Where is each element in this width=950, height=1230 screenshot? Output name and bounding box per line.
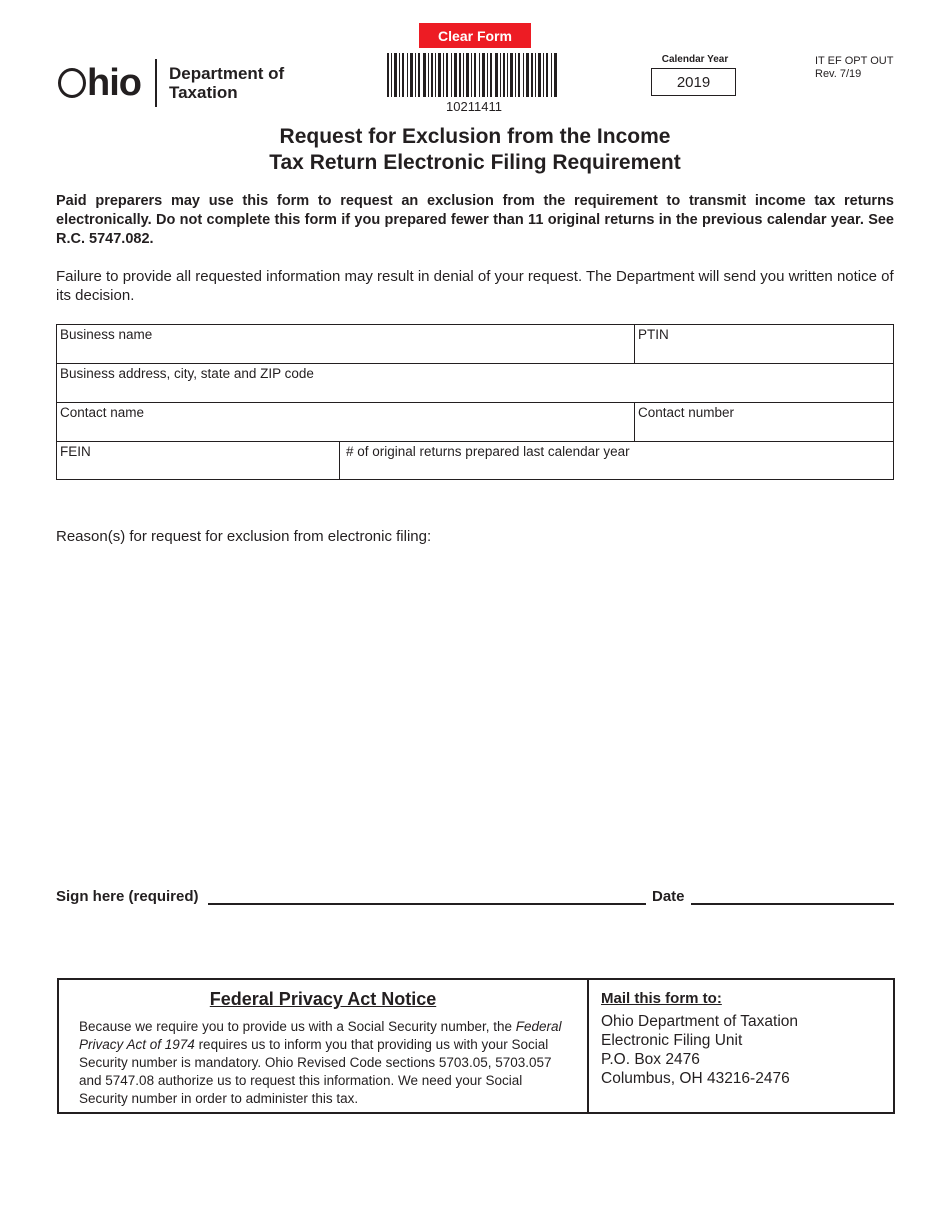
- barcode-icon: [387, 53, 557, 97]
- table-row: [57, 325, 893, 364]
- contact-number-field[interactable]: [634, 403, 893, 441]
- fein-label: FEIN: [60, 444, 91, 459]
- privacy-notice-title: Federal Privacy Act Notice: [209, 989, 437, 1009]
- form-code: IT EF OPT OUT: [815, 55, 894, 67]
- privacy-act-name: Federal Privacy Act of 1974: [79, 1019, 562, 1052]
- ohio-wordmark: [58, 64, 141, 102]
- privacy-notice: [59, 980, 589, 1112]
- business-name-field[interactable]: [57, 325, 634, 363]
- preparer-info-table: [56, 324, 894, 480]
- mail-address-line-3: P.O. Box 2476: [601, 1051, 700, 1068]
- department-name: [169, 64, 284, 102]
- ohio-logo: [58, 58, 284, 108]
- form-revision: Rev. 7/19: [815, 68, 862, 80]
- calendar-year-label: Calendar Year: [661, 54, 729, 65]
- business-name-label: Business name: [60, 327, 153, 342]
- mail-address-line-1: Ohio Department of Taxation: [601, 1013, 799, 1030]
- business-address-field[interactable]: [57, 364, 893, 402]
- form-identifier: [815, 55, 893, 81]
- table-row: [57, 442, 893, 479]
- privacy-text-end: requires us to inform you that providing us with your Social Security number is mandatory. Ohio Revised Code sections 5703.05, 5703.057 and 5747.08 authorize us to request this information. We need your Social Security number in order to administer this tax.: [79, 1037, 552, 1106]
- ohio-o-circle-icon: [58, 68, 86, 98]
- original-returns-label: # of original returns prepared last calendar year: [346, 444, 630, 459]
- business-address-label: Business address, city, state and ZIP code: [60, 366, 314, 381]
- signature-line[interactable]: [208, 903, 646, 905]
- form-title-line-2: Tax Return Electronic Filing Requirement: [269, 151, 681, 174]
- instructions-bold: Paid preparers may use this form to request an exclusion from the requirement to transmit income tax returns electronically. Do not complete this form if you prepared fewer than 11 original returns in the previous calendar year. See R.C. 5747.082.: [56, 193, 894, 247]
- instructions-notice: Failure to provide all requested information may result in denial of your request. The Department will send you written notice of its decision.: [56, 268, 894, 304]
- mailing-address: [601, 1012, 798, 1088]
- contact-number-label: Contact number: [638, 405, 735, 420]
- department-line-2: Taxation: [168, 83, 238, 102]
- fein-field[interactable]: [57, 442, 339, 479]
- reason-label: Reason(s) for request for exclusion from electronic filing:: [56, 528, 432, 545]
- table-row: [57, 403, 893, 442]
- sign-here-label: Sign here (required): [56, 888, 199, 905]
- ptin-field[interactable]: [634, 325, 893, 363]
- date-label: Date: [652, 888, 685, 905]
- contact-name-label: Contact name: [60, 405, 145, 420]
- mail-address-line-4: Columbus, OH 43216-2476: [601, 1070, 790, 1087]
- form-title-line-1: Request for Exclusion from the Income: [279, 125, 671, 148]
- mail-address-line-2: Electronic Filing Unit: [601, 1032, 743, 1049]
- department-line-1: Department of: [168, 64, 285, 83]
- form-title: [0, 124, 950, 176]
- logo-divider: [155, 59, 157, 107]
- privacy-text-start: Because we require you to provide us with a Social Security number, the: [79, 1019, 516, 1034]
- original-returns-field[interactable]: [339, 442, 893, 479]
- privacy-notice-text: [79, 1018, 571, 1108]
- ptin-label: PTIN: [638, 327, 669, 342]
- barcode-number: 10211411: [446, 99, 502, 114]
- table-row: [57, 364, 893, 403]
- date-line[interactable]: [691, 903, 894, 905]
- mail-to-title: Mail this form to:: [601, 990, 722, 1007]
- ohio-wordmark-text: hio: [87, 62, 141, 104]
- calendar-year-field[interactable]: 2019: [651, 68, 736, 96]
- contact-name-field[interactable]: [57, 403, 634, 441]
- clear-form-button[interactable]: Clear Form: [419, 23, 531, 48]
- privacy-mail-box: [57, 978, 895, 1114]
